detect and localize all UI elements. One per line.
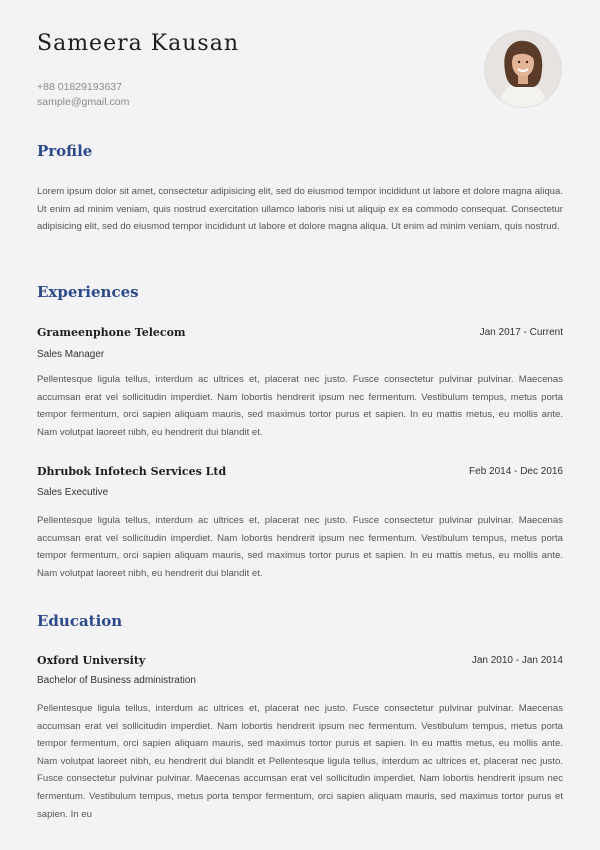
avatar bbox=[485, 31, 561, 107]
experience-role: Sales Manager bbox=[37, 349, 105, 360]
section-title-profile: Profile bbox=[37, 142, 93, 160]
contact-block bbox=[37, 80, 129, 110]
education-description: Pellentesque ligula tellus, interdum ac ultrices et, placerat nec justo. Fusce consectetur pulvinar pulvinar. Maecenas accumsan erat vel sollicitudin imperdiet. Nam lobortis hendrerit ipsum nec fermentum. Vestibulum tempus, metus porta tempor fermentum, orci sapien aliquam mauris, sed maximus tortor purus et sapien. In eu mattis metus, eu mollis ante. Nam volutpat laoreet nibh, eu hendrerit dui blandit et Pellentesque ligula tellus, interdum ac ultrices et, placerat nec justo. Fusce consectetur pulvinar pulvinar. Maecenas accumsan erat vel sollicitudin imperdiet. Nam lobortis hendrerit ipsum nec fermentum. Vestibulum tempus, metus porta tempor fermentum, orci sapien aliquam mauris, sed maximus tortor purus et sapien. In eu bbox=[37, 703, 563, 820]
section-title-education: Education bbox=[37, 612, 123, 630]
experience-date: Jan 2017 - Current bbox=[479, 327, 563, 338]
email-address: sample@gmail.com bbox=[37, 96, 130, 108]
experience-role: Sales Executive bbox=[37, 487, 109, 498]
education-degree: Bachelor of Business administration bbox=[37, 675, 196, 686]
experience-company: Grameenphone Telecom bbox=[37, 326, 186, 339]
education-date: Jan 2010 - Jan 2014 bbox=[471, 655, 563, 666]
profile-photo-icon bbox=[485, 31, 561, 107]
candidate-name: Sameera Kausan bbox=[37, 31, 240, 56]
experience-date: Feb 2014 - Dec 2016 bbox=[469, 466, 563, 477]
phone-number: +88 01829193637 bbox=[37, 81, 122, 93]
experience-description: Pellentesque ligula tellus, interdum ac ultrices et, placerat nec justo. Fusce consectetur pulvinar pulvinar. Maecenas accumsan erat vel sollicitudin imperdiet. Nam lobortis hendrerit ipsum nec fermentum. Vestibulum tempus, metus porta tempor fermentum, orci sapien aliquam mauris, sed maximus tortor purus et sapien. In eu mattis metus, eu mollis ante. Nam volutpat laoreet nibh, eu hendrerit dui blandit et. bbox=[37, 374, 563, 438]
section-title-experiences: Experiences bbox=[37, 283, 139, 301]
profile-text: Lorem ipsum dolor sit amet, consectetur adipisicing elit, sed do eiusmod tempor incididunt ut labore et dolore magna aliqua. Ut enim ad minim veniam, quis nostrud exercitation ullamco laboris nisi ut aliquip ex ea commodo consequat. Consectetur adipisicing elit, sed do eiusmod tempor incididunt ut labore et dolore magna aliqua. Ut enim ad minim veniam, quis nostrud. bbox=[37, 186, 563, 233]
education-school: Oxford University bbox=[37, 654, 146, 667]
experience-company: Dhrubok Infotech Services Ltd bbox=[37, 465, 227, 478]
experience-description: Pellentesque ligula tellus, interdum ac ultrices et, placerat nec justo. Fusce consectetur pulvinar pulvinar. Maecenas accumsan erat vel sollicitudin imperdiet. Nam lobortis hendrerit ipsum nec fermentum. Vestibulum tempus, metus porta tempor fermentum, orci sapien aliquam mauris, sed maximus tortor purus et sapien. In eu mattis metus, eu mollis ante. Nam volutpat laoreet nibh, eu hendrerit dui blandit et. bbox=[37, 515, 563, 579]
